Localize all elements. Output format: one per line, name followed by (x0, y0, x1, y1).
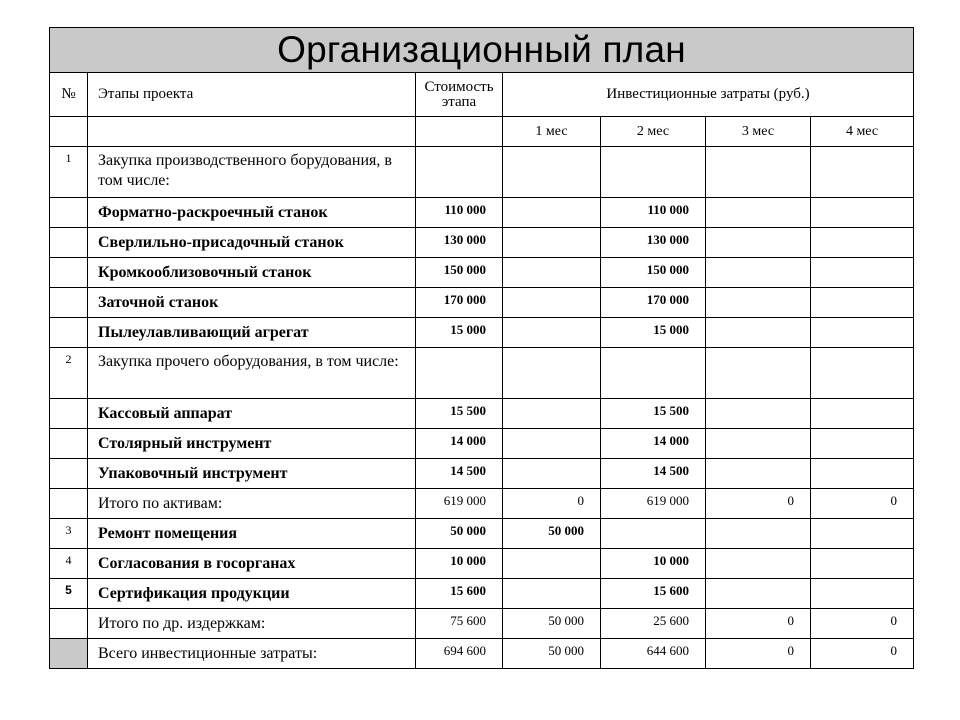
row-month-2 (601, 147, 706, 198)
row-month-1 (503, 318, 601, 348)
row-month-3: 0 (706, 639, 811, 669)
row-month-2 (601, 348, 706, 399)
row-cost: 694 600 (416, 639, 503, 669)
row-name: Ремонт помещения (88, 519, 416, 549)
row-month-4 (811, 579, 914, 609)
row-cost: 15 600 (416, 579, 503, 609)
row-month-4 (811, 258, 914, 288)
plan-table (49, 27, 914, 669)
row-month-2: 25 600 (601, 609, 706, 639)
row-month-2: 170 000 (601, 288, 706, 318)
header-investment: Инвестиционные затраты (руб.) (503, 73, 914, 117)
row-month-3 (706, 318, 811, 348)
row-num: 4 (50, 549, 88, 579)
row-month-3 (706, 459, 811, 489)
row-name: Кассовый аппарат (88, 399, 416, 429)
header-month-2: 2 мес (601, 117, 706, 147)
row-month-3 (706, 519, 811, 549)
row-month-1 (503, 348, 601, 399)
row-name: Столярный инструмент (88, 429, 416, 459)
investment-plan-sheet (49, 27, 913, 669)
row-month-1 (503, 549, 601, 579)
row-cost: 14 000 (416, 429, 503, 459)
row-month-2: 15 000 (601, 318, 706, 348)
row-cost: 50 000 (416, 519, 503, 549)
row-cost: 15 000 (416, 318, 503, 348)
row-month-4 (811, 228, 914, 258)
header-num: № (50, 73, 88, 117)
row-cost: 619 000 (416, 489, 503, 519)
row-name: Итого по др. издержкам: (88, 609, 416, 639)
row-month-4: 0 (811, 609, 914, 639)
row-month-2: 619 000 (601, 489, 706, 519)
row-month-1 (503, 288, 601, 318)
row-name: Согласования в госорганах (88, 549, 416, 579)
row-month-4 (811, 318, 914, 348)
row-month-1: 50 000 (503, 609, 601, 639)
row-month-1 (503, 258, 601, 288)
header-empty-name (88, 117, 416, 147)
row-cost: 14 500 (416, 459, 503, 489)
row-cost: 170 000 (416, 288, 503, 318)
row-month-4 (811, 288, 914, 318)
row-month-2: 15 600 (601, 579, 706, 609)
row-month-1: 50 000 (503, 519, 601, 549)
row-num (50, 228, 88, 258)
row-month-3: 0 (706, 489, 811, 519)
row-month-2: 644 600 (601, 639, 706, 669)
row-month-3 (706, 147, 811, 198)
row-num: 1 (50, 147, 88, 198)
row-month-1 (503, 399, 601, 429)
row-cost (416, 348, 503, 399)
row-num (50, 639, 88, 669)
row-month-1: 0 (503, 489, 601, 519)
row-name: Форматно-раскроечный станок (88, 198, 416, 228)
row-cost: 130 000 (416, 228, 503, 258)
row-num (50, 258, 88, 288)
row-num (50, 399, 88, 429)
row-name: Пылеулавливающий агрегат (88, 318, 416, 348)
row-num: 3 (50, 519, 88, 549)
row-name: Сертификация продукции (88, 579, 416, 609)
row-cost: 10 000 (416, 549, 503, 579)
row-month-3 (706, 549, 811, 579)
row-month-1 (503, 459, 601, 489)
row-month-3 (706, 258, 811, 288)
row-month-4 (811, 429, 914, 459)
page-title: Организационный план (50, 28, 914, 73)
row-month-2: 110 000 (601, 198, 706, 228)
row-month-4: 0 (811, 489, 914, 519)
row-num: 2 (50, 348, 88, 399)
row-cost: 15 500 (416, 399, 503, 429)
row-name: Кромкооблизовочный станок (88, 258, 416, 288)
row-month-2 (601, 519, 706, 549)
row-month-2: 130 000 (601, 228, 706, 258)
row-month-3 (706, 429, 811, 459)
header-cost: Стоимость этапа (416, 73, 503, 117)
row-month-3 (706, 348, 811, 399)
row-name: Сверлильно-присадочный станок (88, 228, 416, 258)
row-num (50, 609, 88, 639)
row-month-2: 150 000 (601, 258, 706, 288)
row-num (50, 198, 88, 228)
row-month-3: 0 (706, 609, 811, 639)
row-month-1 (503, 579, 601, 609)
row-month-4 (811, 399, 914, 429)
row-month-2: 10 000 (601, 549, 706, 579)
row-name: Итого по активам: (88, 489, 416, 519)
header-month-4: 4 мес (811, 117, 914, 147)
row-month-2: 14 500 (601, 459, 706, 489)
row-month-1 (503, 429, 601, 459)
row-cost (416, 147, 503, 198)
row-num (50, 288, 88, 318)
row-name: Упаковочный инструмент (88, 459, 416, 489)
row-cost: 75 600 (416, 609, 503, 639)
row-month-3 (706, 198, 811, 228)
row-month-3 (706, 288, 811, 318)
header-empty-cost (416, 117, 503, 147)
header-month-1: 1 мес (503, 117, 601, 147)
row-month-3 (706, 399, 811, 429)
row-cost: 150 000 (416, 258, 503, 288)
header-month-3: 3 мес (706, 117, 811, 147)
row-num (50, 459, 88, 489)
row-month-4 (811, 549, 914, 579)
row-month-4 (811, 519, 914, 549)
row-cost: 110 000 (416, 198, 503, 228)
row-month-4 (811, 198, 914, 228)
row-month-4 (811, 147, 914, 198)
row-month-1 (503, 198, 601, 228)
row-name: Закупка производственного борудования, в том числе: (88, 147, 416, 198)
row-month-3 (706, 228, 811, 258)
header-empty-num (50, 117, 88, 147)
row-num (50, 489, 88, 519)
row-name: Заточной станок (88, 288, 416, 318)
row-month-4: 0 (811, 639, 914, 669)
row-month-3 (706, 579, 811, 609)
row-month-1 (503, 228, 601, 258)
row-name: Закупка прочего оборудования, в том числе: (88, 348, 416, 399)
row-month-4 (811, 459, 914, 489)
row-month-4 (811, 348, 914, 399)
row-num (50, 318, 88, 348)
row-month-2: 15 500 (601, 399, 706, 429)
header-stages: Этапы проекта (88, 73, 416, 117)
row-num (50, 429, 88, 459)
row-name: Всего инвестиционные затраты: (88, 639, 416, 669)
row-month-1: 50 000 (503, 639, 601, 669)
row-num: 5 (50, 579, 88, 609)
row-month-2: 14 000 (601, 429, 706, 459)
row-month-1 (503, 147, 601, 198)
